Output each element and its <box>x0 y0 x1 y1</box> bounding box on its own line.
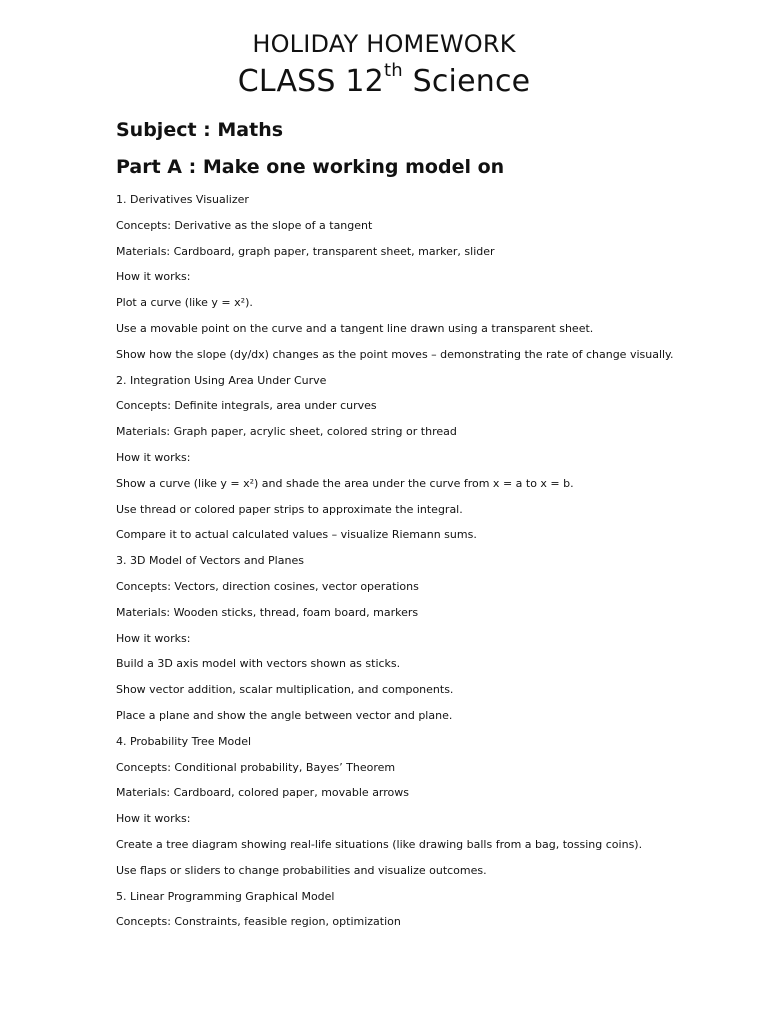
class-title-prefix: CLASS 12 <box>237 64 384 99</box>
text-line: Use a movable point on the curve and a tangent line drawn using a transparent sheet. <box>116 322 594 335</box>
document-title: HOLIDAY HOMEWORK <box>252 30 516 58</box>
text-line: Materials: Graph paper, acrylic sheet, colored string or thread <box>116 425 457 439</box>
text-line: Place a plane and show the angle between vector and plane. <box>116 709 453 722</box>
text-line: Concepts: Derivative as the slope of a tangent <box>116 218 373 232</box>
model-item-heading: 5. Linear Programming Graphical Model <box>116 889 335 903</box>
text-line: Show how the slope (dy/dx) changes as the point moves – demonstrating the rate of change visually. <box>116 347 674 361</box>
class-title-superscript: th <box>383 60 403 81</box>
text-line: Concepts: Constraints, feasible region, optimization <box>116 915 401 929</box>
model-item-heading: 1. Derivatives Visualizer <box>116 193 249 206</box>
text-line: How it works: <box>116 631 191 645</box>
model-item-heading: 3. 3D Model of Vectors and Planes <box>116 554 304 568</box>
text-line: Create a tree diagram showing real-life situations (like drawing balls from a bag, tossing coins). <box>116 838 643 851</box>
text-line: Materials: Cardboard, graph paper, transparent sheet, marker, slider <box>116 244 495 258</box>
text-line: Use flaps or sliders to change probabilities and visualize outcomes. <box>116 863 487 877</box>
text-line: How it works: <box>116 451 191 464</box>
text-line: Materials: Wooden sticks, thread, foam board, markers <box>116 605 419 619</box>
text-line: Concepts: Conditional probability, Bayes’ Theorem <box>116 760 396 774</box>
part-heading: Part A : Make one working model on <box>116 156 505 178</box>
class-title <box>0 60 768 99</box>
model-item-heading: 4. Probability Tree Model <box>116 734 252 748</box>
text-line: Show a curve (like y = x²) and shade the area under the curve from x = a to x = b. <box>116 476 574 490</box>
text-line: Concepts: Definite integrals, area under curves <box>116 399 377 413</box>
text-line: Materials: Cardboard, colored paper, movable arrows <box>116 786 409 800</box>
subject-heading: Subject : Maths <box>116 119 284 141</box>
text-line: How it works: <box>116 812 191 826</box>
text-line: Concepts: Vectors, direction cosines, vector operations <box>116 580 419 593</box>
text-line: Compare it to actual calculated values – visualize Riemann sums. <box>116 528 477 542</box>
text-line: Show vector addition, scalar multiplication, and components. <box>116 683 454 697</box>
text-line: Use thread or colored paper strips to approximate the integral. <box>116 502 463 516</box>
text-line: How it works: <box>116 270 191 284</box>
text-line: Plot a curve (like y = x²). <box>116 296 253 310</box>
model-item-heading: 2. Integration Using Area Under Curve <box>116 373 327 387</box>
class-title-suffix: Science <box>402 64 531 99</box>
text-line: Build a 3D axis model with vectors shown as sticks. <box>116 657 401 671</box>
